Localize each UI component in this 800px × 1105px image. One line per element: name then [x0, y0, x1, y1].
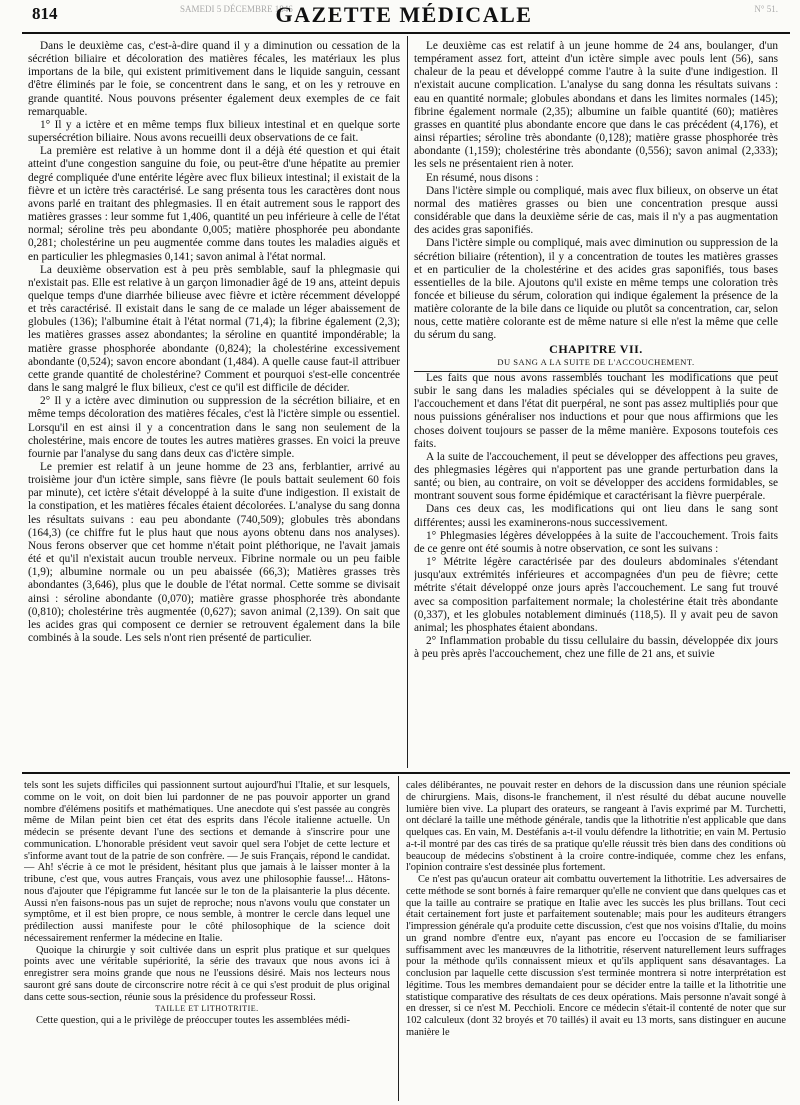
left-column	[28, 40, 400, 768]
paragraph: 1° Phlegmasies légères développées à la suite de l'accouchement. Trois faits de ce genre ont été soumis à notre observation, ce sont les suivans :	[414, 529, 778, 555]
paragraph: La première est relative à un homme dont il a déjà été question et qui était atteint d'une congestion sanguine du foie, ou peut-être d'une hépatite au premier degré compliquée d'une entérite légère avec flux bilieux intestinal; il existait de la fièvre et un ictère très caractérisé. Le sang présenta tous les caractères dont nous avons parlé en traitant des phlegmasies. Il en était autrement sous le rapport des matières grasses : leur somme fut 1,406, quantité un peu inférieure à celle de l'état normal; séroline très peu abondante 0,005; matière phosphorée peu abondante 0,281; cholestérine un peu augmentée comme dans toutes les maladies aiguës et en particulier les phlegmasies 0,141; savon animal à l'état normal.	[28, 145, 400, 263]
paragraph: 2° Inflammation probable du tissu cellulaire du bassin, développée dix jours à peu près après l'accouchement, chez une fille de 21 ans, et suivie	[414, 635, 778, 661]
paragraph: En résumé, nous disons :	[426, 171, 539, 184]
chapter-title: CHAPITRE VII.	[549, 341, 643, 356]
paragraph: 1° Métrite légère caractérisée par des douleurs abdominales s'étendant jusqu'aux extrémités inférieures et accompagnées d'un peu de fièvre; cette métrite s'était développé onze jours après l'accouchement. Le sang fut trouvé avec sa composition parfaitement normale; la cholestérine était très abondante (0,337), et les globules notablement diminués (118,5). Il y avait peu de savon animal; les phosphates étaient abondans.	[414, 556, 778, 634]
show-through-number: N° 51.	[754, 4, 778, 14]
feuilleton-rule	[22, 772, 790, 774]
section-heading: TAILLE ET LITHOTRITIE.	[155, 1004, 259, 1014]
paragraph: A la suite de l'accouchement, il peut se développer des affections peu graves, des phlegmasies légères qui n'apportent pas une grande perturbation dans la santé; ou bien, au contraire, on voit se développer des accidens formidables, se montrant souvent sous forme épidémique et caractérisant la fièvre puerpérale.	[414, 450, 778, 503]
paragraph: Cette question, qui a le privilège de préoccuper toutes les assemblées médi-	[36, 1015, 350, 1026]
column-divider	[407, 36, 408, 768]
paragraph: Dans l'ictère simple ou compliqué, mais avec flux bilieux, on observe un état normal des matières grasses ou bien une concentration presque aussi considérable que dans la deuxième série de cas, mais il n'y a pas augmentation des acides gras saponifiés.	[414, 184, 778, 237]
right-column	[414, 40, 778, 768]
show-through-text: SAMEDI 5 DÉCEMBRE 1846	[180, 4, 293, 14]
paragraph: cales délibérantes, ne pouvait rester en dehors de la discussion dans une réunion spéciale de chirurgiens. Mais, disons-le franchement, il n'est résulté du débat aucune nouvelle lumière bien vive. La plupart des orateurs, se rangeant à l'avis exprimé par M. Turchetti, ont déclaré la taille une méthode générale, tandis que la lithotritie n'est applicable que dans quelques cas. En vain, M. Destéfanis a-t-il voulu défendre la lithotritie; en vain M. Pertusio a-t-il montré par des cas tirés de sa pratique qu'elle réussit très bien dans des conditions où beaucoup de médecins s'obstinent à la croire contre-indiquée, comme chez les enfans, l'opinion contraire s'est dessinée plus fortement.	[406, 780, 786, 874]
paragraph: Ce n'est pas qu'aucun orateur ait combattu ouvertement la lithotritie. Les adversaires de cette méthode se sont bornés à faire remarquer qu'elle ne convient que dans quelques cas et que la taille au contraire se pratique en Italie avec les succès les plus brillans. Tout ceci était certainement fort juste et parfaitement soutenable; mais pour les auditeurs étrangers l'impression générale qu'a produite cette discussion, c'est que nos voisins d'Italie, du moins un grand nombre d'entre eux, n'ayant pas encore eu l'occasion de se familiariser suffisamment avec les manœuvres de la lithotritie, réservent naturellement leurs suffrages pour la méthode qu'ils connaissent mieux et qu'ils appliquent sans désavantages. La conclusion par laquelle cette discussion s'est terminée montrera si notre interprétation est légitime. Tous les membres demandaient pour se décider entre la taille et la lithotritie une statistique comparative des résultats de ces deux opérations. Mais personne n'avait songé à en dresser, si ce n'est M. Pecchioli. Encore ce médecin s'était-il contenté de noter que sur 102 calculeux (dont 32 broyés et 70 taillés) il avait eu 13 morts, sans distinguer en aucune manière le	[406, 874, 786, 1038]
paragraph: tels sont les sujets difficiles qui passionnent surtout aujourd'hui l'Italie, et sur lesquels, comme on le voit, on doit bien lui pardonner de ne pas pouvoir apporter un grand nombre d'élémens positifs et mathématiques. Une anecdote qui s'est passée au congrès même de Milan peint bien cet état des esprits dans l'école italienne actuelle. Un médecin se présente devant l'une des sections et demande à s'inscrire pour une communication. L'honorable président veut savoir quel sera l'objet de cette lecture et s'informe avant tout de la patrie de son confrère. — Je suis Français, répond le candidat. — Ah! s'écrie à ce mot le président, hésitant plus que jamais à le laisser monter à la tribune, c'est que, vous autres Français, vous avez une philosophie fausse!... Hâtons-nous d'ajouter que l'épigramme fut lancée sur le ton de la plaisanterie la plus décente. Aussi n'en faisons-nous pas un sujet de reproche; nous n'avons voulu que constater un symptôme, et il est bien propre, ce nous semble, à montrer le cercle dans lequel une prédilection aussi manifeste pour le côté philosophique de la science doit nécessairement renfermer la médecine en Italie.	[24, 780, 390, 944]
paragraph: Dans ces deux cas, les modifications qui ont lieu dans le sang sont différentes; aussi les examinerons-nous successivement.	[414, 503, 778, 529]
page-number: 814	[32, 4, 58, 23]
paragraph: 2° Il y a ictère avec diminution ou suppression de la sécrétion biliaire, et en même temps décoloration des matières fécales, c'est là l'ictère simple ou essentiel. Lorsqu'il en est ainsi il y a concentration dans le sang non seulement de la cholestérine, mais encore de toutes les autres matières grasses. En voici la preuve fournie par l'analyse du sang dans deux cas d'ictère simple.	[28, 395, 400, 460]
page-header	[20, 0, 788, 30]
feuilleton-left-column	[24, 780, 390, 1105]
paragraph: Les faits que nous avons rassemblés touchant les modifications que peut subir le sang dans les maladies spéciales qui se développent à la suite de l'accouchement et dans l'état dit puerpéral, ne sont pas assez multipliés pour que nous puissions généraliser nos inductions et pour que nous affirmions que les choses doivent toujours se passer de la même manière. Exposons toutefois ces faits.	[414, 371, 778, 450]
paragraph: Le deuxième cas est relatif à un jeune homme de 24 ans, boulanger, d'un tempérament assez fort, atteint d'un ictère simple avec pouls lent (56), sans chaleur de la peau et développé comme l'autre à la suite d'une indigestion. Il n'existait aucune complication. L'analyse du sang donna les résultats suivans : eau en quantité normale; globules abondans et dans les limites normales (145); fibrine également normale (2,35); albumine un faible quantité (60); matières grasses en quantité plus abondante encore que dans le cas précédent (4,176), et ainsi réparties; séroline très abondante (0,128); matière grasse phosphorée très abondante (1,159); cholestérine très abondante (0,556); savon animal (2,333); les sels ne présentaient rien à noter.	[414, 40, 778, 171]
paragraph: 1° Il y a ictère et en même temps flux bilieux intestinal et en quelque sorte supersécrétion biliaire. Nous avons recueilli deux observations de ce fait.	[28, 118, 400, 145]
header-rule	[22, 32, 790, 34]
paragraph: Quoique la chirurgie y soit cultivée dans un esprit plus pratique et sur quelques points avec une véritable supériorité, la série des travaux que nous avons ici à enregistrer sera moins grande que nous ne l'eussions désiré. Mais nos lecteurs nous sauront gré sans doute de circonscrire notre récit à ce qui s'est produit de plus original dans cette sous-section, réunie sous la présidence du professeur Rossi.	[24, 944, 390, 1003]
feuilleton-right-column	[406, 780, 786, 1105]
feuilleton-column-divider	[398, 776, 399, 1101]
paragraph: La deuxième observation est à peu près semblable, sauf la phlegmasie qui n'existait pas. Elle est relative à un garçon limonadier âgé de 19 ans, atteint depuis quelque temps d'une diarrhée bilieuse avec fièvre et ictère récemment développé et très caractérisé. Il existait dans le sang de ce malade un léger abaissement de globules (136); l'albumine était à l'état normal (71,4); la fibrine également (2,3); les matières grasses assez abondantes; la séroline en quantité impondérable; la matière grasse phosphorée abondante (0,824); la cholestérine excessivement abondante (0,524); savon encore abondant (1,484). A quelle cause faut-il attribuer cette grande quantité de cholestérine? Comment et pourquoi s'est-elle concentrée dans le sang malgré le flux bilieux, c'est ce qu'il est difficile de décider.	[28, 263, 400, 395]
paragraph: Le premier est relatif à un jeune homme de 23 ans, ferblantier, arrivé au troisième jour d'un ictère simple, sans fièvre (le pouls battait seulement 60 fois par minute), cet ictère s'était développé à la suite d'une indigestion. Il existait de la constipation, et les matières fécales étaient décolorées. L'analyse du sang donna les résultats suivans : eau peu abondante (740,509); globules très abondans (164,3) (ce chiffre fut le plus haut que nous ayons obtenu dans nos analyses). Nous ferons observer que cet homme n'était point pléthorique, ne l'avait jamais été et qu'il n'existait aucun trouble nerveux. Fibrine normale ou un peu faible (1,9); albumine normale ou un peu abaissée (66,3); Matières grasses très abondantes (3,646), plus que le double de l'état normal. Cette somme se divisait ainsi : séroline abondante (0,070); matière grasse phosphorée très abondante (0,810); cholestérine très augmentée (0,627); savon animal (2,139). On sait que les acides gras qui composent ce dernier se retrouvent également dans la bile combinés à la soude. Les sels n'ont rien présenté de particulier.	[28, 461, 400, 645]
chapter-subtitle: DU SANG A LA SUITE DE L'ACCOUCHEMENT.	[414, 356, 778, 372]
paragraph: Dans le deuxième cas, c'est-à-dire quand il y a diminution ou cessation de la sécrétion biliaire et décoloration des matières fécales, les matériaux les plus importans de la bile, qui existent primitivement dans le liquide sanguin, cessant d'être éliminés par le foie, se concentrent dans le sang, et on les y retrouve en grande quantité. Nous pouvons présenter également deux exemples de ce fait remarquable.	[28, 40, 400, 118]
paragraph: Dans l'ictère simple ou compliqué, mais avec diminution ou suppression de la sécrétion biliaire (rétention), il y a concentration de toutes les matières grasses et en particulier de la cholestérine et des acides gras saponifiés, tous bases essentielles de la bile. Ajoutons qu'il existe en même temps une coloration très foncée et bilieuse du sérum, coloration qui indique également la présence de la matière colorante de la bile dans ce liquide ou plutôt sa concentration, car, selon nous, cette matière colorante est de même nature si elle n'est la même que celle du sérum du sang.	[414, 237, 778, 342]
journal-title: GAZETTE MÉDICALE	[275, 2, 533, 27]
